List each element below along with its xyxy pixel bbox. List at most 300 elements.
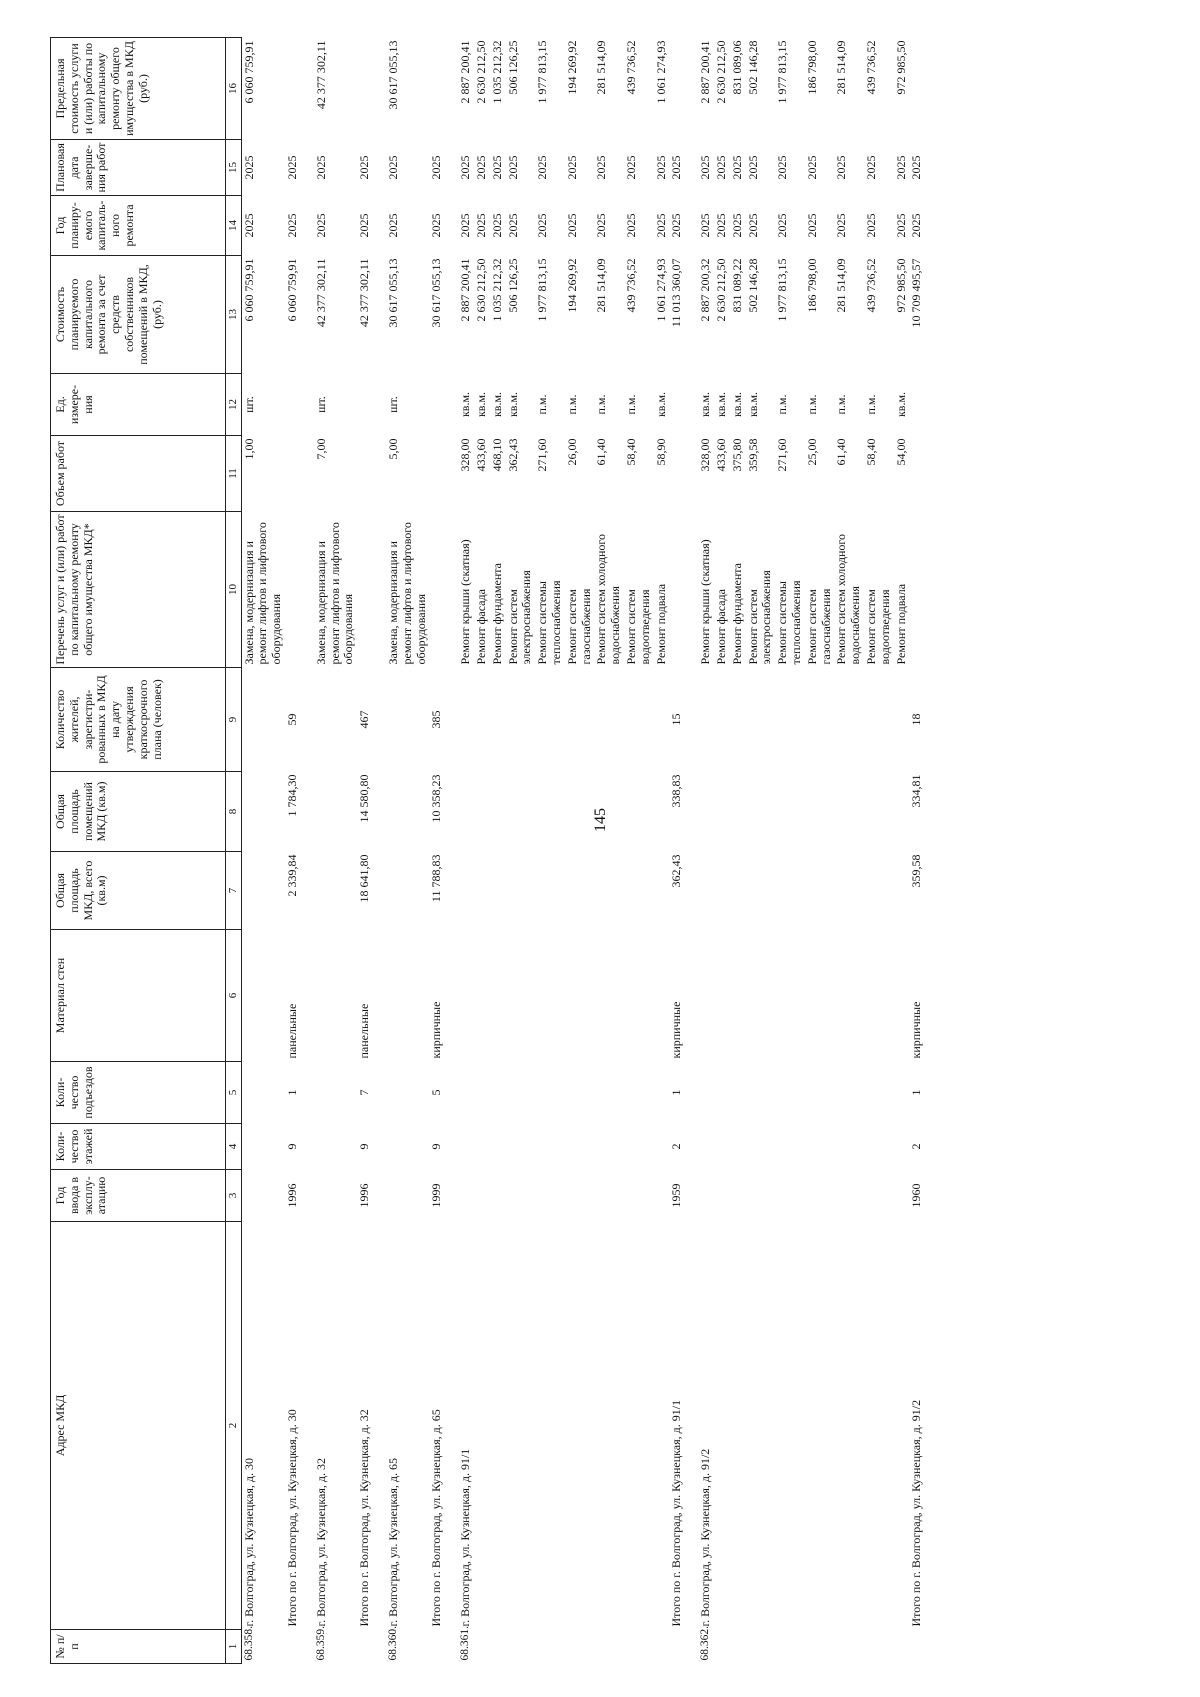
cell-entrances: [746, 1062, 776, 1124]
cell-floors: [241, 1124, 285, 1170]
cell-repair-year: 2025: [241, 213, 256, 238]
cell-row-index: [730, 1630, 746, 1664]
cell-unit: шт.: [241, 396, 256, 413]
table-total-row: [669, 38, 698, 1664]
cell-floors: [474, 1124, 490, 1170]
cell-residents: [624, 668, 654, 772]
cell-repair-year: 2025: [775, 213, 790, 238]
cell-planned-cost: 42 377 302,11: [357, 258, 372, 328]
cell-premises-area: [474, 772, 490, 852]
cell-row-index: [654, 1630, 670, 1664]
table-row: [805, 38, 835, 1664]
cell-floors: [535, 1124, 565, 1170]
cell-wall-material: [624, 930, 654, 1062]
cell-floors: [698, 1124, 714, 1170]
cell-wall-material: [314, 930, 357, 1062]
column-header: Материал стен: [51, 930, 226, 1062]
cell-row-index: [775, 1630, 805, 1664]
cell-entrances: [624, 1062, 654, 1124]
column-number: 10: [226, 512, 242, 668]
cell-residents: [314, 668, 357, 772]
cell-wall-material: [805, 930, 835, 1062]
cell-work-type: Ремонт систем водоотведения: [623, 589, 652, 665]
cell-planned-cost: 10 709 495,57: [909, 258, 924, 328]
cell-residents: [654, 668, 670, 772]
cell-year-built: [594, 1170, 624, 1222]
cell-repair-year: 2025: [669, 213, 684, 238]
column-number: 6: [226, 930, 242, 1062]
cell-address: [864, 1222, 894, 1630]
table-row: [314, 38, 357, 1664]
cell-residents: 59: [285, 713, 300, 726]
cell-residents: 15: [669, 713, 684, 726]
cell-floors: [894, 1124, 910, 1170]
cell-wall-material: [714, 930, 730, 1062]
table-total-row: [357, 38, 386, 1664]
cell-row-index: [357, 1630, 386, 1664]
cell-repair-year: 2025: [729, 213, 744, 238]
cell-row-index: [474, 1630, 490, 1664]
table-column-numbers-row: [226, 38, 242, 1664]
cell-wall-material: [594, 930, 624, 1062]
cell-row-index: [669, 1630, 698, 1664]
cell-total-area: 359,58: [909, 854, 924, 888]
cell-repair-year: 2025: [623, 213, 638, 238]
cell-entrances: [474, 1062, 490, 1124]
cell-unit: кв.м.: [489, 391, 504, 418]
cell-unit: кв.м.: [729, 391, 744, 418]
cell-repair-year: 2025: [594, 213, 609, 238]
cell-year-built: [535, 1170, 565, 1222]
cell-floors: [565, 1124, 595, 1170]
cell-residents: [834, 668, 864, 772]
cell-year-built: [805, 1170, 835, 1222]
cell-max-cost: 2 630 212,50: [713, 40, 728, 104]
cell-premises-area: [565, 772, 595, 852]
cell-repair-year: 2025: [489, 213, 504, 238]
cell-completion-year: 2025: [653, 155, 668, 180]
cell-planned-cost: 30 617 055,13: [386, 258, 401, 328]
cell-total-area: [714, 852, 730, 930]
cell-year-built: 1959: [669, 1183, 684, 1208]
column-number: 9: [226, 668, 242, 772]
cell-address: [775, 1222, 805, 1630]
cell-premises-area: [654, 772, 670, 852]
cell-residents: [474, 668, 490, 772]
cell-completion-year: 2025: [564, 155, 579, 180]
rotated-table-container: [50, 38, 1160, 1664]
cell-year-built: 1996: [357, 1183, 372, 1208]
cell-address: г. Волгоград, ул. Кузнецкая, д. 32: [313, 1458, 328, 1627]
cell-work-type: Замена, модернизация и ремонт лифтов и лифтового оборудования: [313, 522, 356, 665]
cell-wall-material: [654, 930, 670, 1062]
cell-unit: [669, 374, 698, 436]
cell-wall-material: кирпичные: [909, 1001, 924, 1059]
cell-floors: [314, 1124, 357, 1170]
cell-total-area: [458, 852, 474, 930]
cell-planned-cost: 281 514,09: [834, 258, 849, 313]
cell-max-cost: 281 514,09: [594, 40, 609, 95]
column-header: Адрес МКД: [51, 1222, 226, 1630]
cell-premises-area: [506, 772, 536, 852]
cell-max-cost: [285, 38, 314, 140]
cell-year-built: [746, 1170, 776, 1222]
cell-address: [834, 1222, 864, 1630]
column-header: Коли-чество подъездов: [51, 1062, 226, 1124]
cell-total-area: [474, 852, 490, 930]
cell-total-area: [314, 852, 357, 930]
cell-address: [894, 1222, 910, 1630]
table-row: [714, 38, 730, 1664]
cell-max-cost: 6 060 759,91: [241, 40, 256, 104]
cell-entrances: [535, 1062, 565, 1124]
table-row: [386, 38, 429, 1664]
column-number: 13: [226, 256, 242, 374]
cell-total-area: [864, 852, 894, 930]
cell-premises-area: 14 580,80: [357, 774, 372, 823]
cell-total-area: [594, 852, 624, 930]
cell-total-area: 18 641,80: [357, 854, 372, 903]
cell-planned-cost: 1 035 212,32: [489, 258, 504, 322]
cell-repair-year: 2025: [698, 213, 713, 238]
cell-entrances: 1: [285, 1089, 300, 1096]
cell-entrances: [594, 1062, 624, 1124]
cell-unit: [909, 374, 938, 436]
cell-year-built: [490, 1170, 506, 1222]
cell-residents: [594, 668, 624, 772]
cell-completion-year: 2025: [505, 155, 520, 180]
cell-work-volume: 7,00: [313, 438, 328, 460]
cell-max-cost: [669, 38, 698, 140]
cell-max-cost: 2 887 200,41: [698, 40, 713, 104]
cell-repair-year: 2025: [285, 213, 300, 238]
column-header: Объем работ: [51, 436, 226, 512]
cell-total-area: 2 339,84: [285, 854, 300, 897]
cell-completion-year: 2025: [909, 155, 924, 180]
cell-max-cost: [909, 38, 938, 140]
cell-planned-cost: 1 977 813,15: [535, 258, 550, 322]
cell-max-cost: 831 089,06: [729, 40, 744, 95]
cell-total-area: [698, 852, 714, 930]
cell-unit: [357, 374, 386, 436]
cell-max-cost: 972 985,50: [893, 40, 908, 95]
cell-entrances: [894, 1062, 910, 1124]
cell-wall-material: [458, 930, 474, 1062]
cell-repair-year: 2025: [653, 213, 668, 238]
cell-unit: кв.м.: [458, 391, 473, 418]
table-row: [834, 38, 864, 1664]
cell-address: [474, 1222, 490, 1630]
cell-floors: [386, 1124, 429, 1170]
cell-repair-year: 2025: [834, 213, 849, 238]
cell-premises-area: [730, 772, 746, 852]
cell-planned-cost: 2 630 212,50: [713, 258, 728, 322]
cell-unit: п.м.: [863, 394, 878, 415]
cell-entrances: [458, 1062, 474, 1124]
cell-wall-material: [241, 930, 285, 1062]
cell-planned-cost: 6 060 759,91: [241, 258, 256, 322]
cell-max-cost: 1 977 813,15: [535, 40, 550, 104]
cell-row-index: [834, 1630, 864, 1664]
cell-year-built: [698, 1170, 714, 1222]
cell-premises-area: [314, 772, 357, 852]
cell-work-volume: 58,90: [653, 438, 668, 466]
cell-address: Итого по г. Волгоград, ул. Кузнецкая, д. 32: [357, 1409, 372, 1627]
cell-unit: п.м.: [535, 394, 550, 415]
cell-premises-area: [386, 772, 429, 852]
column-header: Год планиру-емого капиталь-ного ремонта: [51, 196, 226, 256]
cell-unit: п.м.: [594, 394, 609, 415]
cell-repair-year: 2025: [745, 213, 760, 238]
cell-premises-area: [805, 772, 835, 852]
table-row: [775, 38, 805, 1664]
cell-planned-cost: 506 126,25: [505, 258, 520, 313]
cell-floors: [805, 1124, 835, 1170]
cell-total-area: [746, 852, 776, 930]
cell-completion-year: 2025: [535, 155, 550, 180]
cell-year-built: 1960: [909, 1183, 924, 1208]
cell-premises-area: [775, 772, 805, 852]
cell-planned-cost: 972 985,50: [893, 258, 908, 313]
cell-floors: [714, 1124, 730, 1170]
cell-repair-year: 2025: [429, 213, 444, 238]
cell-floors: [746, 1124, 776, 1170]
cell-work-volume: 26,00: [564, 438, 579, 466]
cell-total-area: [894, 852, 910, 930]
column-number: 4: [226, 1124, 242, 1170]
table-row: [535, 38, 565, 1664]
cell-work-volume: 61,40: [834, 438, 849, 466]
cell-max-cost: 42 377 302,11: [313, 40, 328, 110]
table-row: [864, 38, 894, 1664]
cell-wall-material: панельные: [285, 1003, 300, 1059]
cell-work-volume: 433,60: [474, 438, 488, 472]
column-header: Год ввода в эксплу-атацию: [51, 1170, 226, 1222]
cell-row-index: [285, 1630, 314, 1664]
cell-residents: [805, 668, 835, 772]
cell-year-built: [894, 1170, 910, 1222]
cell-unit: кв.м.: [505, 391, 520, 418]
cell-completion-year: 2025: [775, 155, 790, 180]
cell-unit: п.м.: [775, 394, 790, 415]
cell-total-area: [241, 852, 285, 930]
cell-premises-area: [490, 772, 506, 852]
cell-max-cost: 186 798,00: [804, 40, 819, 95]
cell-planned-cost: 439 736,52: [623, 258, 638, 313]
cell-unit: п.м.: [564, 394, 579, 415]
cell-repair-year: 2025: [804, 213, 819, 238]
cell-floors: [506, 1124, 536, 1170]
cell-entrances: [834, 1062, 864, 1124]
cell-completion-year: 2025: [241, 155, 256, 180]
cell-residents: [714, 668, 730, 772]
table-row: [506, 38, 536, 1664]
column-header: Общая площадь помещений МКД (кв.м): [51, 772, 226, 852]
cell-work-type: Ремонт фасада: [713, 589, 728, 665]
cell-year-built: 1996: [285, 1183, 300, 1208]
cell-premises-area: [894, 772, 910, 852]
cell-completion-year: 2025: [698, 155, 713, 180]
cell-work-type: Замена, модернизация и ремонт лифтов и лифтового оборудования: [241, 522, 284, 665]
column-header: Стоимость планируемого капитального ремонта за счет средств собственников помещений в МКД, (руб.): [51, 256, 226, 374]
cell-premises-area: [594, 772, 624, 852]
cell-residents: [490, 668, 506, 772]
cell-premises-area: [241, 772, 285, 852]
cell-premises-area: [834, 772, 864, 852]
cell-wall-material: [746, 930, 776, 1062]
cell-total-area: [490, 852, 506, 930]
cell-entrances: [654, 1062, 670, 1124]
cell-work-type: Ремонт систем водоотведения: [863, 589, 892, 665]
cell-unit: п.м.: [623, 394, 638, 415]
cell-floors: 9: [429, 1143, 444, 1150]
cell-work-type: Ремонт систем холодного водоснабжения: [834, 533, 863, 665]
column-header: Ед. измере-ния: [51, 374, 226, 436]
cell-work-volume: 5,00: [386, 438, 401, 460]
cell-work-volume: 468,10: [489, 438, 504, 472]
cell-planned-cost: 30 617 055,13: [429, 258, 444, 328]
table-row: [490, 38, 506, 1664]
cell-work-type: Ремонт подвала: [893, 583, 908, 665]
cell-completion-year: 2025: [729, 155, 744, 180]
cell-planned-cost: 439 736,52: [863, 258, 878, 313]
column-number: 14: [226, 196, 242, 256]
cell-total-area: [565, 852, 595, 930]
cell-row-index: 68.359.: [314, 1626, 327, 1661]
cell-total-area: [805, 852, 835, 930]
cell-address: [654, 1222, 670, 1630]
cell-work-volume: 328,00: [698, 438, 713, 472]
cell-address: [730, 1222, 746, 1630]
column-header: Общая площадь МКД, всего (кв.м): [51, 852, 226, 930]
cell-repair-year: 2025: [564, 213, 579, 238]
cell-residents: [730, 668, 746, 772]
cell-wall-material: [864, 930, 894, 1062]
table-row: [746, 38, 776, 1664]
cell-work-volume: 271,60: [775, 438, 790, 472]
cell-completion-year: 2025: [458, 155, 473, 180]
column-header: Плановая дата заверше-ния работ: [51, 140, 226, 196]
cell-planned-cost: 2 887 200,32: [698, 258, 713, 322]
cell-entrances: [565, 1062, 595, 1124]
cell-year-built: [730, 1170, 746, 1222]
cell-work-type: Ремонт фундамента: [489, 563, 504, 665]
cell-premises-area: 1 784,30: [285, 774, 300, 817]
column-number: 12: [226, 374, 242, 436]
cell-entrances: [805, 1062, 835, 1124]
cell-entrances: [490, 1062, 506, 1124]
cell-entrances: 1: [669, 1089, 684, 1096]
cell-work-volume: 433,60: [713, 438, 728, 472]
cell-residents: [241, 668, 285, 772]
cell-repair-year: 2025: [863, 213, 878, 238]
cell-wall-material: [834, 930, 864, 1062]
cell-total-area: [624, 852, 654, 930]
cell-address: г. Волгоград, ул. Кузнецкая, д. 65: [386, 1458, 401, 1627]
cell-entrances: 5: [429, 1089, 444, 1096]
cell-unit: п.м.: [834, 394, 849, 415]
cell-floors: [775, 1124, 805, 1170]
cell-address: [594, 1222, 624, 1630]
table-row: [730, 38, 746, 1664]
cell-entrances: [864, 1062, 894, 1124]
cell-work-volume: 61,40: [594, 438, 609, 466]
cell-entrances: [714, 1062, 730, 1124]
cell-planned-cost: 831 089,22: [729, 258, 744, 313]
cell-address: [714, 1222, 730, 1630]
cell-wall-material: [775, 930, 805, 1062]
table-row: [474, 38, 490, 1664]
repair-plan-table: [50, 37, 938, 1664]
cell-residents: [864, 668, 894, 772]
cell-wall-material: кирпичные: [429, 1001, 444, 1059]
cell-work-type: Ремонт систем электроснабжения: [745, 570, 774, 665]
cell-total-area: [654, 852, 670, 930]
column-header: Предельная стоимость услуги и (или) работы по капитальному ремонту общего имущества в МКД (руб.): [51, 38, 226, 140]
cell-residents: [506, 668, 536, 772]
cell-floors: [458, 1124, 474, 1170]
cell-floors: 9: [357, 1143, 372, 1150]
cell-address: Итого по г. Волгоград, ул. Кузнецкая, д. 91/1: [669, 1399, 684, 1627]
cell-planned-cost: 11 013 360,07: [669, 258, 684, 328]
cell-residents: [746, 668, 776, 772]
cell-repair-year: 2025: [713, 213, 728, 238]
cell-address: [506, 1222, 536, 1630]
table-row: [594, 38, 624, 1664]
cell-row-index: [429, 1630, 458, 1664]
cell-row-index: [535, 1630, 565, 1664]
cell-max-cost: 194 269,92: [564, 40, 579, 95]
cell-work-volume: [669, 436, 698, 512]
cell-floors: [654, 1124, 670, 1170]
cell-residents: [775, 668, 805, 772]
cell-work-volume: 1,00: [241, 438, 256, 460]
cell-entrances: [241, 1062, 285, 1124]
cell-max-cost: 2 887 200,41: [458, 40, 473, 104]
cell-completion-year: 2025: [594, 155, 609, 180]
cell-floors: 2: [909, 1143, 924, 1150]
cell-work-volume: 58,40: [623, 438, 638, 466]
cell-year-built: [834, 1170, 864, 1222]
cell-residents: [894, 668, 910, 772]
column-number: 5: [226, 1062, 242, 1124]
cell-premises-area: [714, 772, 730, 852]
cell-entrances: [314, 1062, 357, 1124]
column-number: 16: [226, 38, 242, 140]
cell-wall-material: [506, 930, 536, 1062]
cell-work-type: [285, 512, 314, 668]
cell-row-index: [909, 1630, 938, 1664]
table-row: [894, 38, 910, 1664]
cell-entrances: [386, 1062, 429, 1124]
column-header: № п/п: [51, 1630, 226, 1664]
cell-unit: кв.м.: [474, 391, 488, 418]
cell-repair-year: 2025: [505, 213, 520, 238]
table-row: [241, 38, 285, 1664]
cell-address: [624, 1222, 654, 1630]
cell-max-cost: 1 977 813,15: [775, 40, 790, 104]
cell-floors: 2: [669, 1143, 684, 1150]
cell-max-cost: 506 126,25: [505, 40, 520, 95]
cell-unit: кв.м.: [745, 391, 760, 418]
cell-completion-year: 2025: [313, 155, 328, 180]
cell-total-area: 362,43: [669, 854, 684, 888]
table-row: [698, 38, 714, 1664]
cell-row-index: [894, 1630, 910, 1664]
cell-row-index: 68.360.: [387, 1626, 400, 1661]
table-total-row: [429, 38, 458, 1664]
column-header: Количество жителей, зарегистри-рованных в МКД на дату утверждения краткосрочного плана (человек): [51, 668, 226, 772]
